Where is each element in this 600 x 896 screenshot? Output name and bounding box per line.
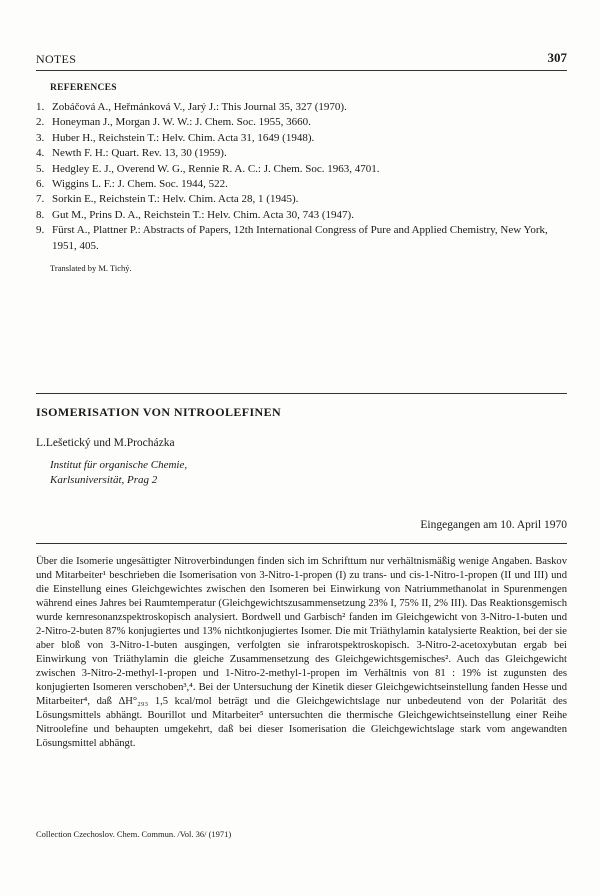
article-authors: L.Lešetický und M.Procházka [36, 437, 175, 449]
journal-footer: Collection Czechoslov. Chem. Commun. /Vol. 36/ (1971) [36, 829, 232, 839]
article-body [36, 555, 567, 751]
translator-credit: Translated by M. Tichý. [50, 263, 132, 273]
reference-item [36, 162, 567, 177]
reference-number: 3. [36, 131, 45, 144]
reference-item [36, 115, 567, 130]
reference-number: 4. [36, 147, 45, 160]
reference-number: 5. [36, 162, 45, 175]
author-affiliation [50, 458, 187, 488]
reference-text: Gut M., Prins D. A., Reichstein T.: Helv. Chim. Acta 30, 743 (1947). [52, 208, 354, 221]
reference-text: Newth F. H.: Quart. Rev. 13, 30 (1959). [52, 147, 227, 160]
article-title: ISOMERISATION VON NITROOLEFINEN [36, 405, 282, 419]
reference-item [36, 223, 567, 254]
reference-number: 2. [36, 116, 45, 129]
reference-item [36, 192, 567, 207]
page-number: 307 [547, 50, 567, 65]
reference-number: 7. [36, 193, 45, 206]
references-list [36, 100, 567, 254]
reference-text: Zobáčová A., Heřmánková V., Jarý J.: This Journal 35, 327 (1970). [52, 101, 347, 113]
reference-text: Huber H., Reichstein T.: Helv. Chim. Acta 31, 1649 (1948). [52, 131, 315, 144]
section-title: NOTES [36, 52, 77, 66]
running-header [36, 50, 567, 71]
received-date: Eingegangen am 10. April 1970 [420, 519, 567, 531]
affiliation-line-2: Karlsuniversität, Prag 2 [50, 474, 158, 486]
affiliation-line-1: Institut für organische Chemie, [50, 459, 188, 471]
reference-item [36, 131, 567, 146]
reference-item [36, 208, 567, 223]
references-heading: REFERENCES [50, 83, 117, 93]
reference-text: Sorkin E., Reichstein T.: Helv. Chim. Acta 28, 1 (1945). [52, 193, 299, 206]
reference-text: Hedgley E. J., Overend W. G., Rennie R. A. C.: J. Chem. Soc. 1963, 4701. [52, 162, 380, 175]
reference-item [36, 146, 567, 161]
reference-item [36, 177, 567, 192]
reference-text: Honeyman J., Morgan J. W. W.: J. Chem. Soc. 1955, 3660. [52, 116, 311, 129]
reference-number: 9. [36, 224, 45, 237]
abstract-divider [36, 543, 567, 544]
reference-item [36, 100, 567, 115]
reference-number: 6. [36, 178, 45, 191]
reference-number: 8. [36, 208, 45, 221]
reference-text: Fürst A., Plattner P.: Abstracts of Papers, 12th International Congress of Pure and Applied Chemistry, New York, 1951, 405. [52, 224, 548, 252]
reference-text: Wiggins L. F.: J. Chem. Soc. 1944, 522. [52, 178, 228, 191]
body-paragraph: Über die Isomerie ungesättigter Nitroverbindungen finden sich im Schrifttum nur verhältnismäßig wenige Angaben. Baskov und Mitarbeiter¹ beschrieben die Isomerisation von 3-Nitro-1-propen (I) zu trans- und cis-1-Nitro-1-propen (II und III) und die Einstellung eines Gleichgewichtes zwischen den Isomeren bei Einwirkung von Natriummethanolat in Spurenmengen während eines Jahres bei Raumtemperatur (Gleichgewichtszusammensetzung 23% I, 75% II, 2% III). Das Reaktionsgemisch wurde kernresonanzspektroskopisch analysiert. Bordwell und Garbisch² fanden im Gleichgewicht von 3-Nitro-1-buten und 2-Nitro-2-buten 87% konjugiertes und 13% nichtkonjugiertes Isomer. Die mit Triäthylamin katalysierte Reaktion, bei der sie aber bloß von 3-Nitro-1-buten ausgingen, verfolgten sie infrarotspektroskopisch. 3-Nitro-2-acetoxybutan ergab bei Einwirkung von Triäthylamin die gleiche Zusammensetzung des Gleichgewichtsgemisches². Auch das Gleichgewicht zwischen 3-Nitro-2-methyl-1-propen und 1-Nitro-2-methyl-1-propen im Verhältnis von 81 : 19% ist zugunsten des konjugierten Isomeren verschoben³,⁴. Bei der Untersuchung der Kinetik dieser Gleichgewichtseinstellung fanden Hesse und Mitarbeiter⁴, daß ΔH°₂₉₃ 1,5 kcal/mol beträgt und die Gleichgewichtslage nur unbedeutend von der Polarität des Lösungsmittels abhängt. Bourillot und Mitarbeiter⁵ untersuchten die thermische Gleichgewichtseinstellung einer Reihe Nitroolefine und behaupten umgekehrt, daß bei dieser Isomerisation die Gleichgewichtslage stark vom angewandten Lösungsmittel abhängt. [36, 556, 567, 749]
section-divider [36, 393, 567, 394]
reference-number: 1. [36, 101, 45, 113]
